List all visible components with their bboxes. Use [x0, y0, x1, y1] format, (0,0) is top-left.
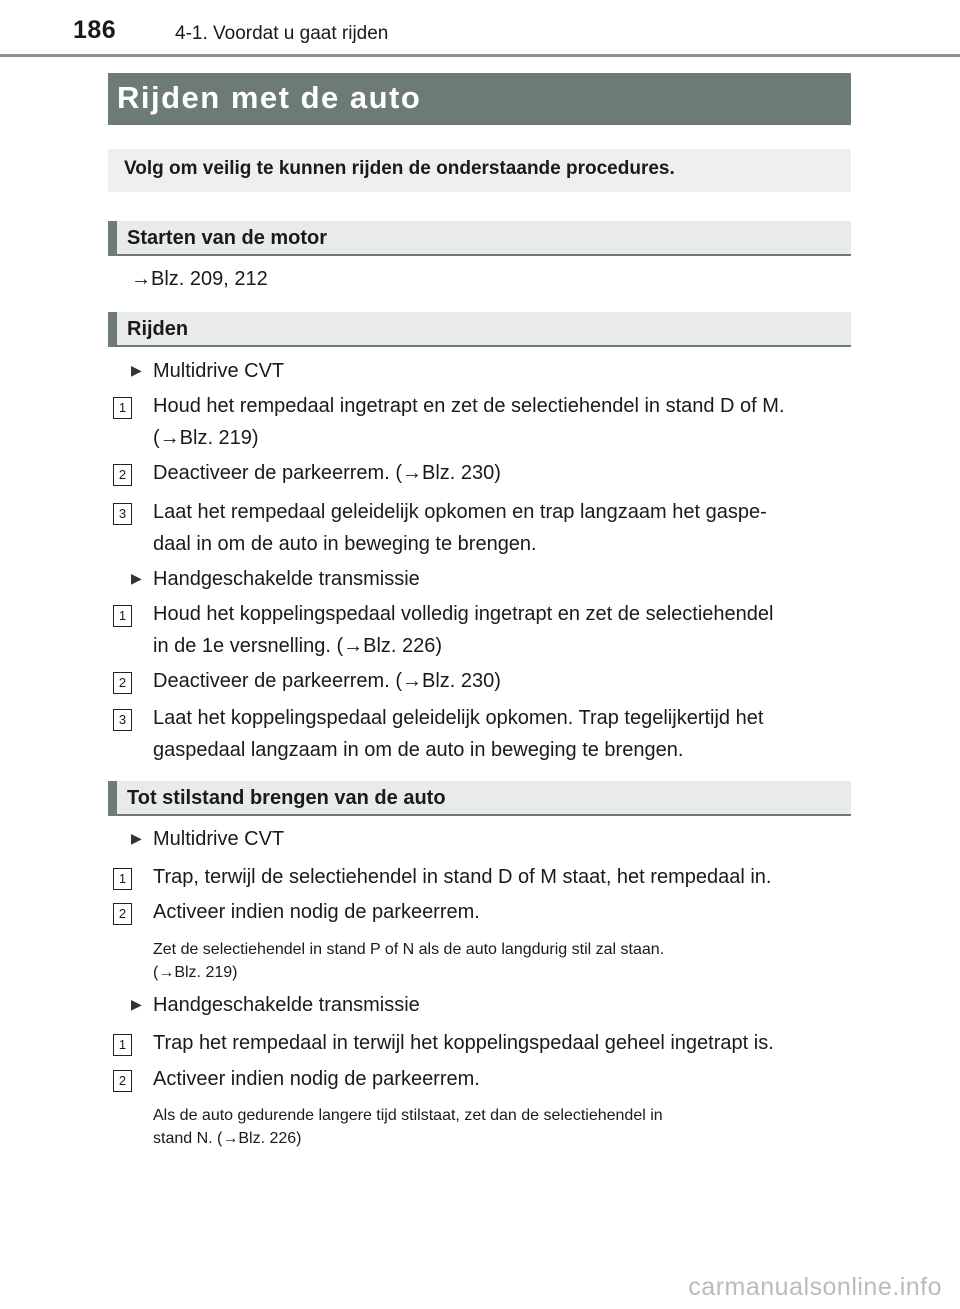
- step-text: Houd het koppelingspedaal volledig ingetrapt en zet de selectiehendel: [153, 603, 774, 625]
- note-text: Als de auto gedurende langere tijd stilstaat, zet dan de selectiehendel in: [153, 1107, 663, 1124]
- step-text: Laat het koppelingspedaal geleidelijk opkomen. Trap tegelijkertijd het: [153, 707, 764, 729]
- step-text-continued: in de 1e versnelling. (→Blz. 226): [153, 635, 443, 657]
- page-reference-link[interactable]: →Blz. 209, 212: [131, 268, 268, 290]
- subheading-manual: [131, 989, 420, 1020]
- subheading-label: Handgeschakelde transmissie: [153, 994, 420, 1016]
- subheading-cvt: [131, 355, 284, 386]
- chapter-title: 4-1. Voordat u gaat rijden: [175, 23, 389, 44]
- page-title: Rijden met de auto: [117, 80, 422, 115]
- subheading-cvt: [131, 823, 284, 854]
- note-text-continued: stand N. (→Blz. 226): [153, 1130, 302, 1147]
- step-text: Trap het rempedaal in terwijl het koppelingspedaal geheel ingetrapt is.: [153, 1032, 774, 1054]
- intro-box: [108, 149, 851, 192]
- step-number-badge: 2: [113, 672, 132, 694]
- header-divider: [0, 54, 960, 57]
- step-number-badge: 3: [113, 503, 132, 525]
- section-heading-label: Rijden: [127, 318, 189, 340]
- step-text: Houd het rempedaal ingetrapt en zet de selectiehendel in stand D of M.: [153, 395, 785, 417]
- step-text: Deactiveer de parkeerrem. (→Blz. 230): [153, 670, 501, 692]
- note-text-continued: (→Blz. 219): [153, 964, 238, 981]
- triangle-bullet-icon: ▶: [131, 570, 142, 586]
- triangle-bullet-icon: ▶: [131, 996, 142, 1012]
- page-number: 186: [73, 16, 117, 44]
- watermark: carmanualsonline.info: [688, 1273, 942, 1301]
- subheading-label: Multidrive CVT: [153, 828, 285, 850]
- step-text: Deactiveer de parkeerrem. (→Blz. 230): [153, 462, 501, 484]
- step-number-badge: 2: [113, 1070, 132, 1092]
- section-heading-stop: [108, 781, 851, 816]
- step-text: Activeer indien nodig de parkeerrem.: [153, 1068, 480, 1090]
- step-text: Trap, terwijl de selectiehendel in stand D of M staat, het rempedaal in.: [153, 866, 772, 888]
- step-text-continued: daal in om de auto in beweging te brengen.: [153, 533, 537, 555]
- note-text: Zet de selectiehendel in stand P of N als de auto langdurig stil zal staan.: [153, 941, 665, 958]
- section-heading-label: Starten van de motor: [127, 227, 328, 249]
- step-number-badge: 1: [113, 605, 132, 627]
- step-text-continued: (→Blz. 219): [153, 427, 259, 449]
- step-number-badge: 2: [113, 903, 132, 925]
- step-text: Activeer indien nodig de parkeerrem.: [153, 901, 480, 923]
- subheading-manual: [131, 563, 420, 594]
- step-number-badge: 2: [113, 464, 132, 486]
- step-number-badge: 1: [113, 868, 132, 890]
- subheading-label: Handgeschakelde transmissie: [153, 568, 420, 590]
- step-number-badge: 3: [113, 709, 132, 731]
- intro-text: Volg om veilig te kunnen rijden de onderstaande procedures.: [124, 158, 675, 179]
- triangle-bullet-icon: ▶: [131, 362, 142, 378]
- step-text: Laat het rempedaal geleidelijk opkomen en trap langzaam het gaspe-: [153, 501, 767, 523]
- step-number-badge: 1: [113, 397, 132, 419]
- subheading-label: Multidrive CVT: [153, 360, 285, 382]
- page-header: [0, 0, 960, 62]
- section-heading-start: [108, 221, 851, 256]
- section-heading-label: Tot stilstand brengen van de auto: [127, 787, 446, 809]
- page-title-bar: [108, 73, 851, 125]
- step-number-badge: 1: [113, 1034, 132, 1056]
- section-heading-drive: [108, 312, 851, 347]
- triangle-bullet-icon: ▶: [131, 830, 142, 846]
- step-text-continued: gaspedaal langzaam in om de auto in beweging te brengen.: [153, 739, 684, 761]
